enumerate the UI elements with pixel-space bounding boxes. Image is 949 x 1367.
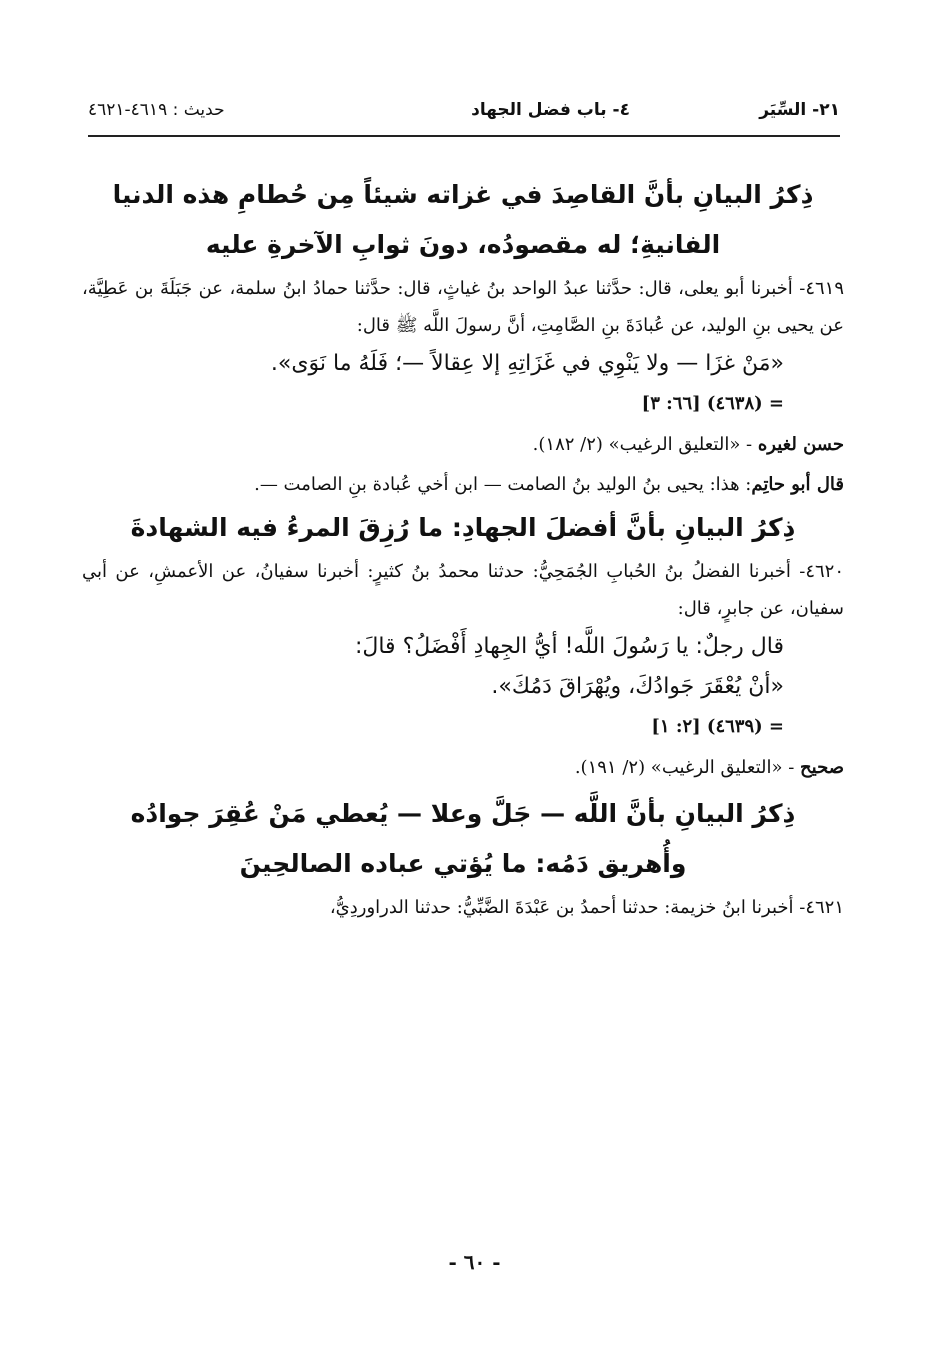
grade-source: - «التعليق الرغيب» (٢/ ١٩١).: [574, 757, 801, 778]
section-heading-1-line1: ذِكرُ البيانِ بأنَّ القاصِدَ في غزاته شيئاً مِن حُطامِ هذه الدنيا: [112, 180, 814, 209]
section-heading-1: [82, 170, 844, 270]
hadith-4619-grade: [82, 424, 844, 466]
abu-hatim-label: قال أبو حاتِم: [751, 474, 844, 495]
hadith-4620-question: قال رجلٌ: يا رَسُولَ اللَّه! أيُّ الجِهادِ أَفْضَلُ؟ قالَ:: [354, 634, 784, 659]
grade-source: - «التعليق الرغيب» (٢/ ١٨٢).: [532, 434, 758, 455]
header-chapter-title: ٤- باب فضل الجهاد: [471, 100, 630, 120]
section-heading-2: ذِكرُ البيانِ بأنَّ أفضلَ الجهادِ: ما رُزِقَ المرءُ فيه الشهادةَ: [130, 513, 796, 542]
running-header: [88, 92, 840, 128]
header-book-title: ٢١- السِّيَر: [759, 100, 840, 120]
grade-label: حسن لغيره: [757, 434, 844, 455]
section-heading-3-line1: ذِكرُ البيانِ بأنَّ اللَّه — جَلَّ وعلا — يُعطي مَنْ عُقِرَ جوادُه: [130, 799, 796, 828]
hadith-4619-reference: = (٤٦٣٨) [٦٦: ٣]: [641, 393, 784, 414]
abu-hatim-note: [82, 466, 844, 503]
hadith-4620-grade: [82, 747, 844, 789]
grade-label: صحيح: [800, 757, 844, 778]
page-body: [82, 170, 844, 926]
section-heading-1-line2: الفانيةِ؛ له مقصودُه، دونَ ثوابِ الآخرةِ عليه: [205, 230, 721, 259]
hadith-4620-answer: «أنْ يُعْقَرَ جَوادُكَ، ويُهْرَاقَ دَمُكَ».: [491, 674, 784, 699]
section-heading-3-line2: وأُهريق دَمُه: ما يُؤتي عباده الصالحِينَ: [239, 849, 687, 878]
hadith-4620-reference: = (٤٦٣٩) [٢: ١]: [651, 716, 784, 737]
header-hadith-range: حديث : ٤٦١٩-٤٦٢١: [88, 100, 225, 120]
header-rule: [88, 135, 840, 137]
hadith-4619-isnad: ٤٦١٩- أخبرنا أبو يعلى، قال: حدَّثنا عبدُ الواحد بنُ غياثٍ، قال: حدَّثنا حمادُ ابنُ سلمة، عن جَبَلَةَ بن عَطِيَّة، عن يحيى بنِ الوليد، عن عُبادَةَ بنِ الصَّامِتِ، أنَّ رسولَ اللَّه ﷺ قال:: [82, 278, 844, 336]
hadith-4620-isnad: ٤٦٢٠- أخبرنا الفضلُ بنُ الحُبابِ الجُمَحِيُّ: حدثنا محمدُ بنُ كثيرٍ: أخبرنا سفيانُ، عن الأعمشِ، عن أبي سفيان، عن جابرٍ، قال:: [82, 561, 844, 619]
hadith-4621-isnad: ٤٦٢١- أخبرنا ابنُ خزيمة: حدثنا أحمدُ بن عَبْدَةَ الضَّبِّيُّ: حدثنا الدراوردِيُّ،: [329, 897, 844, 918]
page-number: - ٦٠ -: [448, 1250, 501, 1274]
abu-hatim-text: : هذا: يحيى بنُ الوليد بنُ الصامت — ابن أخي عُبادة بنِ الصامت —.: [254, 474, 752, 495]
hadith-4619-text: «مَنْ غزَا — ولا يَنْوِي في غَزَاتِهِ إلا عِقالاً —؛ فَلَهُ ما نَوَى».: [270, 351, 784, 376]
section-heading-3: [82, 789, 844, 889]
